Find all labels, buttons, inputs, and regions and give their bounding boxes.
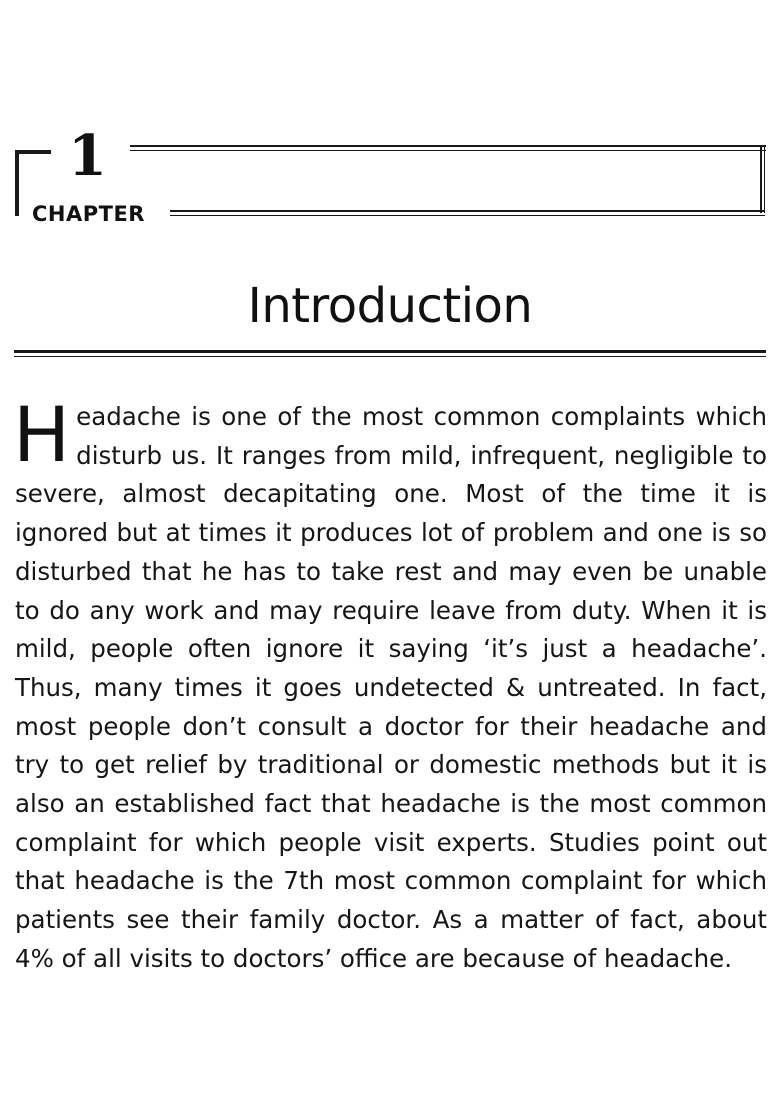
drop-cap: H	[13, 390, 71, 479]
chapter-heading	[0, 0, 780, 240]
chapter-title: Introduction	[247, 278, 533, 334]
title-divider	[14, 350, 766, 357]
chapter-frame-bottom-rule	[170, 210, 765, 216]
chapter-bracket-top	[15, 150, 51, 154]
chapter-bracket-side	[15, 150, 19, 216]
chapter-number: 1	[68, 123, 107, 189]
body-paragraph	[13, 390, 767, 979]
chapter-label: CHAPTER	[32, 202, 145, 226]
paragraph-text: eadache is one of the most common complaints which disturb us. It ranges from mild, infrequent, negligible to severe, almost decapitating one. Most of the time it is ignored but at times it produces lot of problem and one is so disturbed that he has to take rest and may even be unable to do any work and may require leave from duty. When it is mild, people often ignore it saying ‘it’s just a headache’. Thus, many times it goes undetected & untreated. In fact, most people don’t consult a doctor for their headache and try to get relief by traditional or domestic methods but it is also an established fact that headache is the most common complaint for which people visit experts. Studies point out that headache is the 7th most common complaint for which patients see their family doctor. As a matter of fact, about 4% of all visits to doctors’ office are because of headache.	[15, 402, 767, 973]
chapter-frame-top-rule	[130, 145, 766, 151]
chapter-frame-right-rule	[760, 145, 765, 213]
